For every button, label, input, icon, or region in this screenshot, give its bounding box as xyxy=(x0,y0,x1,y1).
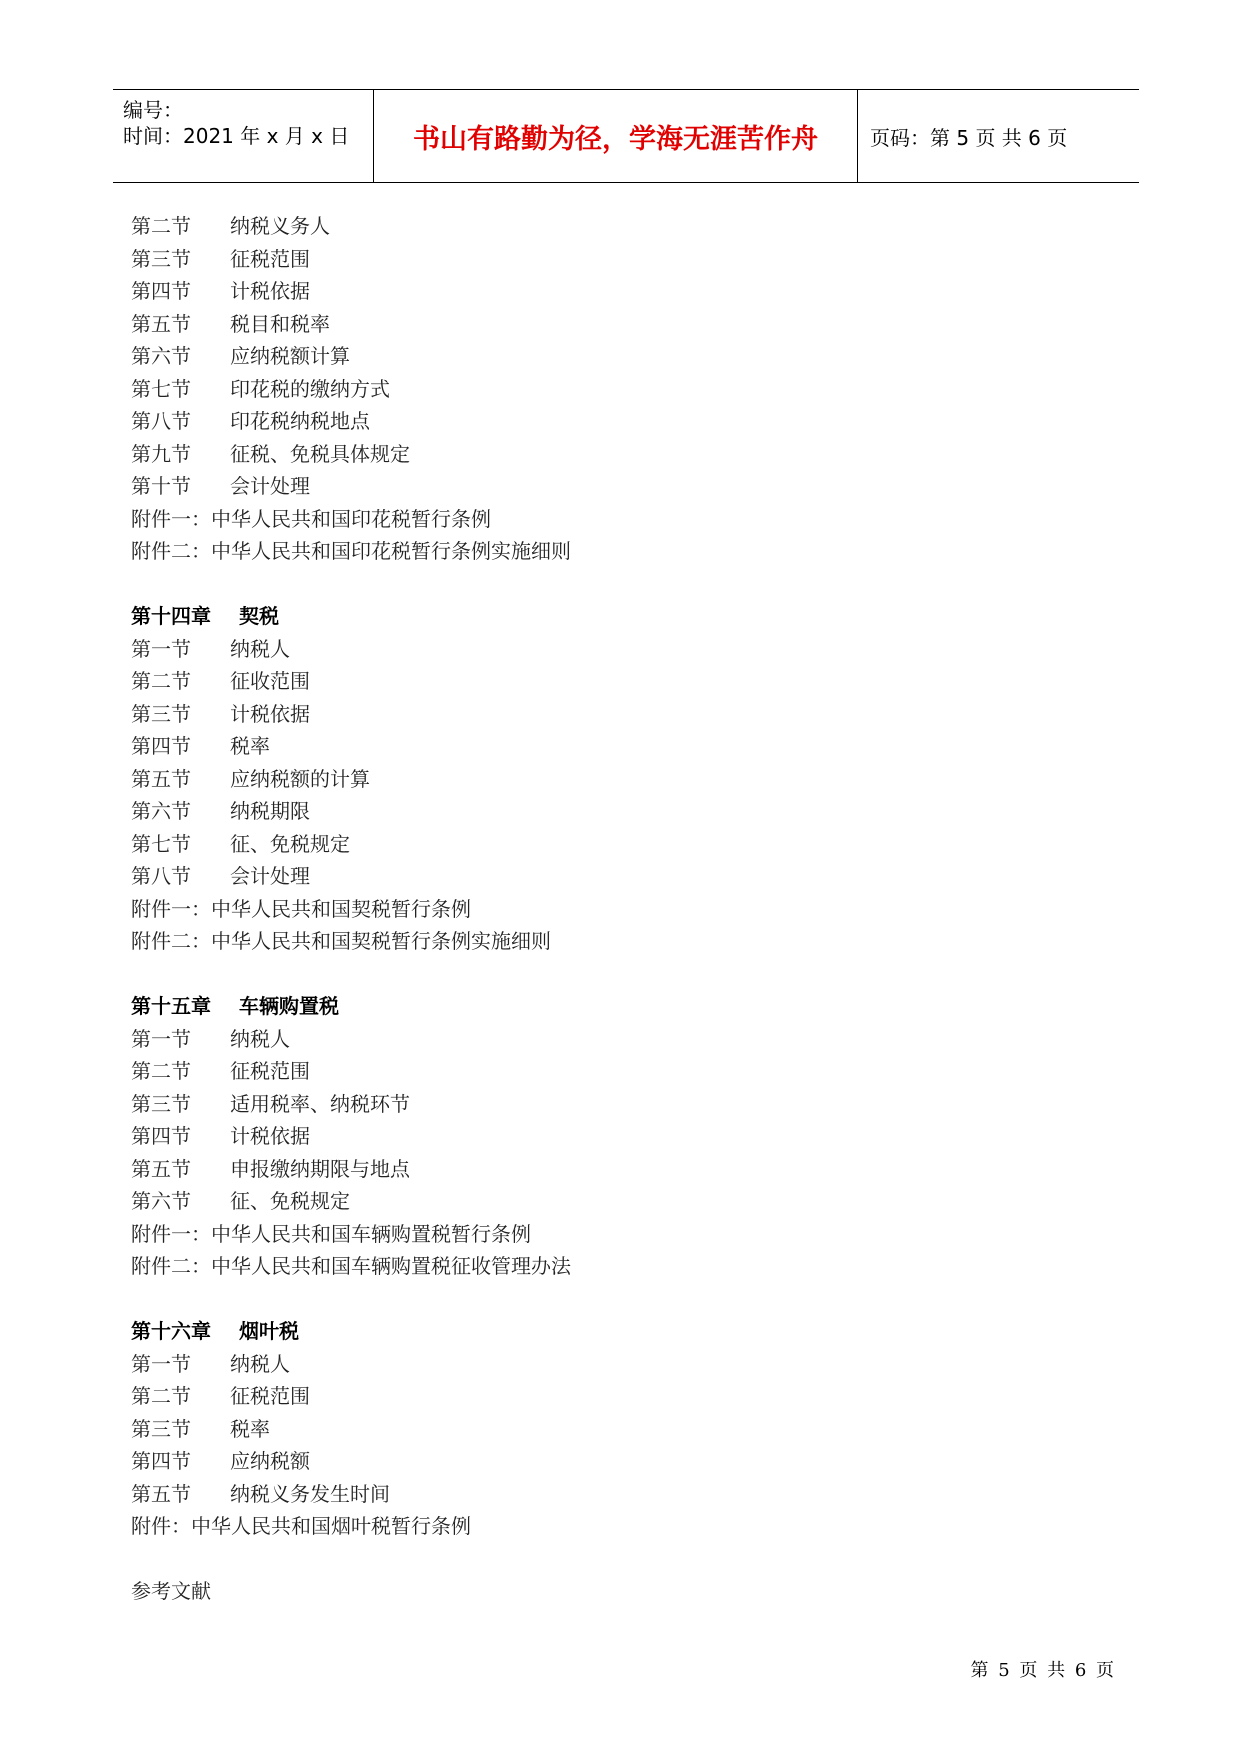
section-title: 适用税率、纳税环节 xyxy=(230,1091,410,1116)
section-title: 税率 xyxy=(230,734,270,758)
toc-line xyxy=(131,730,1031,763)
section-number: 第四节 xyxy=(131,279,191,303)
toc-line xyxy=(131,633,1031,666)
toc-line xyxy=(131,470,1031,503)
toc-line xyxy=(131,405,1031,438)
section-number: 第二节 xyxy=(131,1059,191,1083)
header-motto: 书山有路勤为径，学海无涯苦作舟 xyxy=(374,90,858,182)
toc-line xyxy=(131,1055,1031,1088)
section-number: 第五节 xyxy=(131,766,191,791)
section-number: 第六节 xyxy=(131,344,191,368)
section-title: 应纳税额的计算 xyxy=(230,766,370,791)
toc-line xyxy=(131,373,1031,406)
references-heading: 参考文献 xyxy=(131,1579,211,1603)
section-number: 第五节 xyxy=(131,1481,191,1506)
section-title: 计税依据 xyxy=(230,1124,310,1148)
section-number: 第四节 xyxy=(131,734,191,758)
section-title: 应纳税额 xyxy=(230,1449,310,1473)
toc-line xyxy=(131,1185,1031,1218)
section-title: 征税范围 xyxy=(230,1059,310,1083)
section-title: 税率 xyxy=(230,1416,270,1441)
toc-line xyxy=(131,275,1031,308)
section-number: 第六节 xyxy=(131,1189,191,1213)
toc-line xyxy=(131,210,1031,243)
section-title: 计税依据 xyxy=(230,701,310,726)
section-number: 第十节 xyxy=(131,474,191,498)
section-title: 纳税期限 xyxy=(230,799,310,823)
section-number: 第七节 xyxy=(131,831,191,856)
toc-line xyxy=(131,1088,1031,1121)
table-of-contents xyxy=(131,210,1031,1608)
toc-line xyxy=(131,763,1031,796)
attachment-line: 附件一：中华人民共和国车辆购置税暂行条例 xyxy=(131,1221,531,1246)
section-number: 第六节 xyxy=(131,799,191,823)
section-title: 税目和税率 xyxy=(230,311,330,336)
toc-line xyxy=(131,1348,1031,1381)
section-title: 应纳税额计算 xyxy=(230,344,350,368)
toc-line xyxy=(131,665,1031,698)
section-title: 征收范围 xyxy=(230,669,310,693)
chapter-heading xyxy=(131,990,1031,1023)
section-number: 第二节 xyxy=(131,214,191,238)
section-title: 征税、免税具体规定 xyxy=(230,441,410,466)
section-title: 会计处理 xyxy=(230,864,310,888)
toc-line xyxy=(131,1413,1031,1446)
toc-line xyxy=(131,340,1031,373)
attachment-line: 附件二：中华人民共和国契税暂行条例实施细则 xyxy=(131,929,551,953)
toc-line xyxy=(131,1120,1031,1153)
section-title: 纳税义务人 xyxy=(230,214,330,238)
chapter-number: 第十六章 xyxy=(131,1319,211,1343)
chapter-title: 烟叶税 xyxy=(239,1319,299,1343)
section-number: 第九节 xyxy=(131,441,191,466)
section-number: 第七节 xyxy=(131,376,191,401)
section-number: 第四节 xyxy=(131,1449,191,1473)
header-page-info: 页码：第 5 页 共 6 页 xyxy=(870,125,1068,150)
section-title: 计税依据 xyxy=(230,279,310,303)
section-title: 会计处理 xyxy=(230,474,310,498)
section-title: 征税范围 xyxy=(230,246,310,271)
attachment-line: 附件二：中华人民共和国车辆购置税征收管理办法 xyxy=(131,1254,571,1278)
section-number: 第五节 xyxy=(131,311,191,336)
section-number: 第四节 xyxy=(131,1124,191,1148)
toc-line xyxy=(131,243,1031,276)
toc-line xyxy=(131,828,1031,861)
time-label: 时间：2021 年 x 月 x 日 xyxy=(123,124,350,148)
section-title: 申报缴纳期限与地点 xyxy=(230,1156,410,1181)
attachment-line: 附件二：中华人民共和国印花税暂行条例实施细则 xyxy=(131,539,571,563)
number-label: 编号： xyxy=(123,98,183,122)
section-number: 第三节 xyxy=(131,1091,191,1116)
chapter-number: 第十四章 xyxy=(131,604,211,628)
chapter-heading xyxy=(131,600,1031,633)
section-title: 纳税人 xyxy=(230,1026,290,1051)
section-title: 纳税人 xyxy=(230,1351,290,1376)
section-number: 第二节 xyxy=(131,1384,191,1408)
attachment-line: 附件：中华人民共和国烟叶税暂行条例 xyxy=(131,1514,471,1538)
section-number: 第二节 xyxy=(131,669,191,693)
page-header xyxy=(113,89,1139,183)
section-title: 征、免税规定 xyxy=(230,831,350,856)
section-number: 第三节 xyxy=(131,246,191,271)
header-meta-cell xyxy=(113,90,374,182)
toc-line xyxy=(131,1380,1031,1413)
section-number: 第一节 xyxy=(131,1351,191,1376)
toc-line xyxy=(131,1153,1031,1186)
toc-line xyxy=(131,1023,1031,1056)
toc-line xyxy=(131,698,1031,731)
section-number: 第八节 xyxy=(131,864,191,888)
section-title: 征、免税规定 xyxy=(230,1189,350,1213)
section-title: 印花税的缴纳方式 xyxy=(230,376,390,401)
section-title: 征税范围 xyxy=(230,1384,310,1408)
toc-line xyxy=(131,1445,1031,1478)
section-title: 纳税义务发生时间 xyxy=(230,1481,390,1506)
section-number: 第一节 xyxy=(131,1026,191,1051)
chapter-heading xyxy=(131,1315,1031,1348)
section-number: 第三节 xyxy=(131,701,191,726)
attachment-line: 附件一：中华人民共和国契税暂行条例 xyxy=(131,896,471,921)
attachment-line: 附件一：中华人民共和国印花税暂行条例 xyxy=(131,506,491,531)
section-title: 印花税纳税地点 xyxy=(230,409,370,433)
section-number: 第三节 xyxy=(131,1416,191,1441)
toc-line xyxy=(131,1478,1031,1511)
section-title: 纳税人 xyxy=(230,636,290,661)
chapter-number: 第十五章 xyxy=(131,994,211,1018)
section-number: 第五节 xyxy=(131,1156,191,1181)
section-number: 第一节 xyxy=(131,636,191,661)
chapter-title: 车辆购置税 xyxy=(239,994,339,1018)
toc-line xyxy=(131,860,1031,893)
page-footer: 第 5 页 共 6 页 xyxy=(970,1660,1116,1681)
toc-line xyxy=(131,308,1031,341)
section-number: 第八节 xyxy=(131,409,191,433)
chapter-title: 契税 xyxy=(239,604,279,628)
toc-line xyxy=(131,438,1031,471)
toc-line xyxy=(131,795,1031,828)
